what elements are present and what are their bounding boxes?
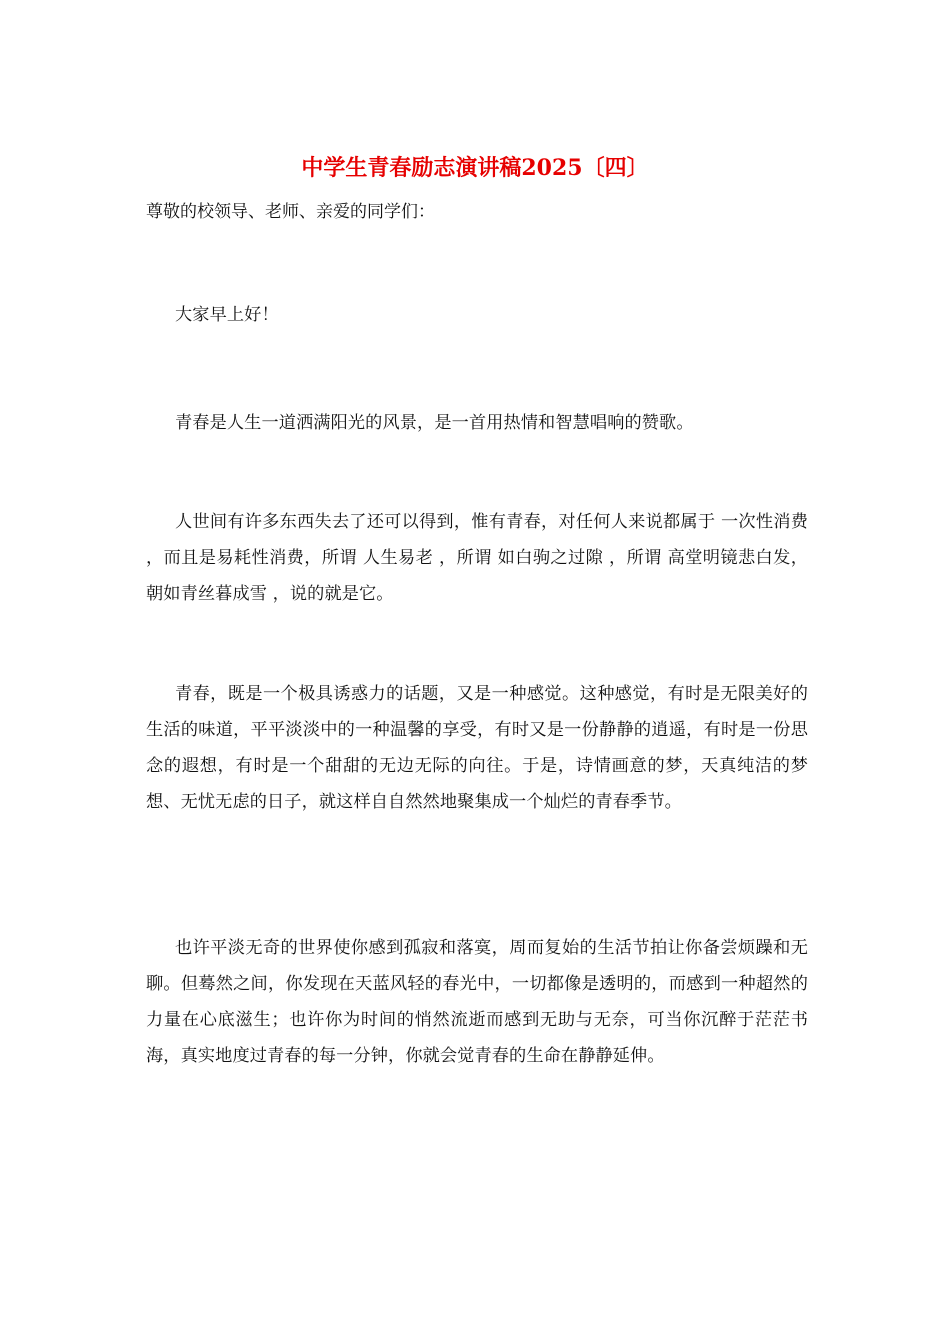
salutation: 尊敬的校领导、老师、亲爱的同学们：: [146, 202, 435, 222]
paragraph-one-time-consumption: 人世间有许多东西失去了还可以得到，惟有青春，对任何人来说都属于 一次性消费 ，而且是易耗性消费，所谓 人生易老 ，所谓 如白驹之过隙 ，所谓 高堂明镜悲白发，朝如青丝暮成雪 ，说的就是它。: [146, 512, 808, 604]
paragraph-ordinary-world: 也许平淡无奇的世界使你感到孤寂和落寞，周而复始的生活节拍让你备尝烦躁和无聊。但蓦然之间，你发现在天蓝风轻的春光中，一切都像是透明的，而感到一种超然的力量在心底滋生；也许你为时间的悄然流逝而感到无助与无奈，可当你沉醉于茫茫书海，真实地度过青春的每一分钟，你就会觉青春的生命在静静延伸。: [146, 938, 808, 1066]
paragraph-youth-scenery: 青春是人生一道洒满阳光的风景，是一首用热情和智慧唱响的赞歌。: [175, 413, 694, 433]
paragraph-youth-feeling: 青春，既是一个极具诱惑力的话题，又是一种感觉。这种感觉，有时是无限美好的生活的味道，平平淡淡中的一种温馨的享受，有时又是一份静静的逍遥，有时是一份思念的遐想，有时是一个甜甜的无边无际的向往。于是，诗情画意的梦，天真纯洁的梦想、无忧无虑的日子，就这样自自然然地聚集成一个灿烂的青春季节。: [146, 684, 808, 812]
paragraph-greeting: 大家早上好！: [175, 305, 279, 325]
page-title: 中学生青春励志演讲稿2025〔四〕: [301, 155, 649, 181]
